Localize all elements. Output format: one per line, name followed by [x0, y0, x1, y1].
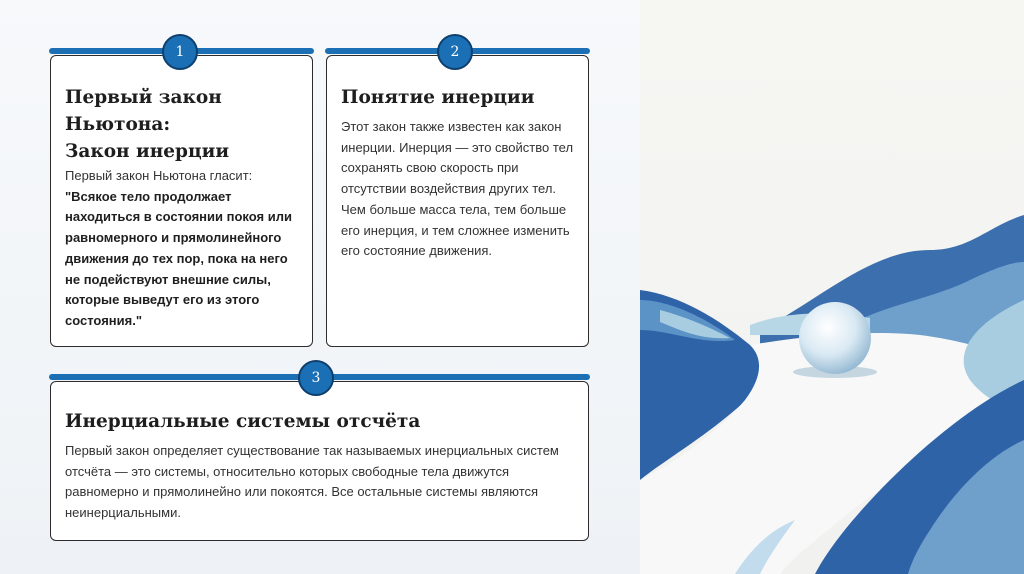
card-title: Инерциальные системы отсчёта: [65, 411, 421, 432]
card-body: Первый закон определяет существование так называемых инерциальных систем отсчёта — это системы, относительно которых свободные тела движутся равномерно и прямолинейно или покоятся. Все остальные системы являются неинерциальными.: [65, 443, 559, 521]
card-inertia-concept: [326, 55, 589, 347]
card-title: [65, 84, 305, 165]
card-intro: Первый закон Ньютона гласит:: [65, 168, 253, 183]
card-newton-first-law: [50, 55, 313, 347]
step-badge-1: 1: [162, 34, 198, 70]
step-badge-3: 3: [298, 360, 334, 396]
card-title: Понятие инерции: [341, 87, 535, 108]
law-quote: "Всякое тело продолжает находиться в состоянии покоя или равномерного и прямолинейного движения до тех пор, пока на него не подействуют внешние силы, которые выведут его из этого состояния.": [65, 188, 292, 328]
card-body: Этот закон также известен как закон инерции. Инерция — это свойство тел сохранять свою скорость при отсутствии воздействия других тел. Чем больше масса тела, тем больше его инерция, и тем сложнее изменить его состояние движения.: [341, 119, 574, 259]
card-title-line2: Закон инерции: [65, 141, 230, 162]
card-body: [65, 166, 305, 332]
landscape-illustration: [640, 0, 1024, 574]
step-badge-2: 2: [437, 34, 473, 70]
card-title-line1: Первый закон Ньютона:: [65, 87, 222, 135]
card-inertial-frames: [50, 381, 589, 541]
ball: [799, 302, 871, 374]
